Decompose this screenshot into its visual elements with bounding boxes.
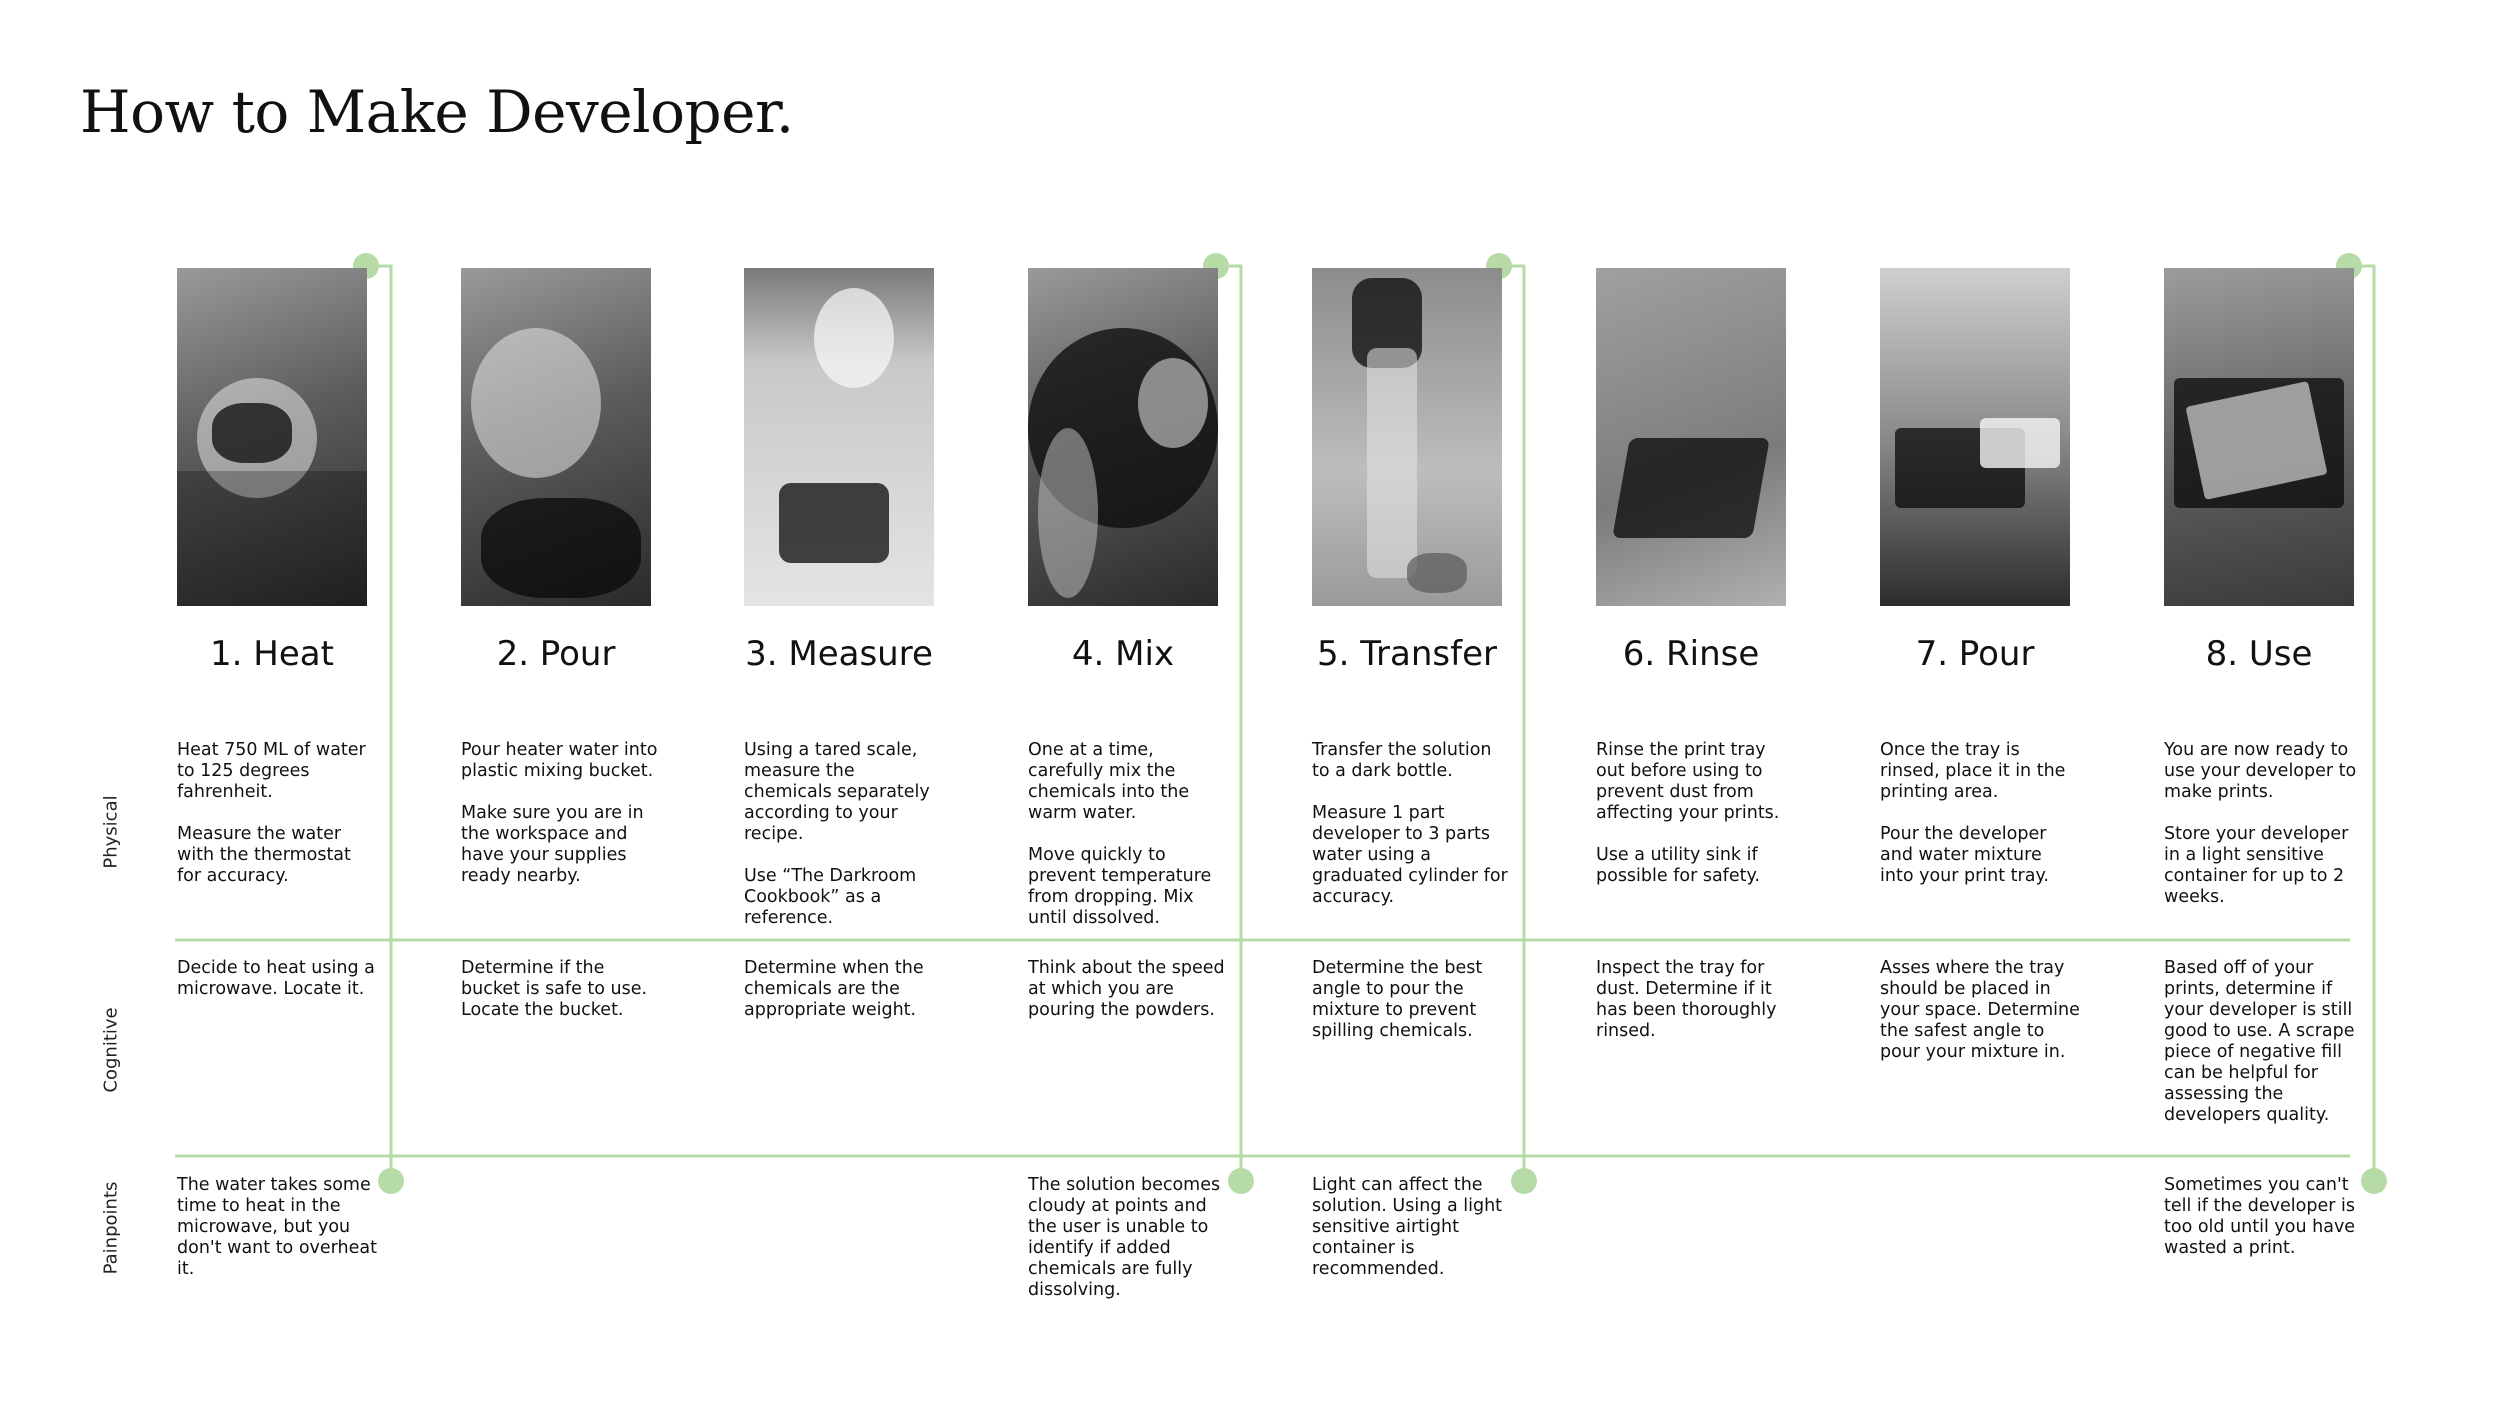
step-photo-pour	[461, 268, 651, 606]
step-photo-mix	[1028, 268, 1218, 606]
physical-cell: Once the tray is rinsed, place it in the printing area. Pour the developer and water mixture into your print tray.	[1880, 740, 2066, 886]
painpoint-cell: The solution becomes cloudy at points and the user is unable to identify if added chemicals are fully dissolving.	[1028, 1175, 1221, 1300]
step-photo-use	[2164, 268, 2354, 606]
step-title: 7. Pour	[1915, 634, 2035, 674]
physical-cell: You are now ready to use your developer to make prints. Store your developer in a light sensitive container for up to 2 weeks.	[2164, 740, 2357, 907]
connector-step-1	[366, 266, 391, 1181]
physical-cell: Heat 750 ML of water to 125 degrees fahrenheit. Measure the water with the thermostat for accuracy.	[177, 740, 366, 886]
row-label-painpoints: Painpoints	[100, 1181, 122, 1275]
cognitive-cell: Inspect the tray for dust. Determine if it has been thoroughly rinsed.	[1596, 958, 1777, 1041]
cognitive-cell: Determine the best angle to pour the mixture to prevent spilling chemicals.	[1312, 958, 1483, 1041]
physical-cell: Pour heater water into plastic mixing bucket. Make sure you are in the workspace and have your supplies ready nearby.	[461, 740, 658, 886]
row-label-cognitive: Cognitive	[100, 1007, 122, 1093]
step-title: 8. Use	[2205, 634, 2313, 674]
step-photo-pour-tray	[1880, 268, 2070, 606]
cognitive-cell: Determine if the bucket is safe to use. Locate the bucket.	[461, 958, 648, 1020]
page-title: How to Make Developer.	[80, 78, 794, 146]
connector-step-5	[1499, 266, 1524, 1181]
cognitive-cell: Think about the speed at which you are pouring the powders.	[1028, 958, 1225, 1020]
step-photo-transfer	[1312, 268, 1502, 606]
painpoint-cell: Sometimes you can't tell if the developer is too old until you have wasted a print.	[2164, 1175, 2356, 1258]
step-title: 4. Mix	[1071, 634, 1175, 674]
node-dot	[1228, 1168, 1254, 1194]
cognitive-cell: Asses where the tray should be placed in your space. Determine the safest angle to pour your mixture in.	[1880, 958, 2080, 1062]
cognitive-cell: Decide to heat using a microwave. Locate it.	[177, 958, 375, 999]
step-title: 6. Rinse	[1622, 634, 1760, 674]
row-label-physical: Physical	[100, 795, 122, 869]
painpoint-cell: The water takes some time to heat in the microwave, but you don't want to overheat it.	[177, 1175, 377, 1279]
step-title: 2. Pour	[496, 634, 616, 674]
step-photo-rinse	[1596, 268, 1786, 606]
connector-step-4	[1216, 266, 1241, 1181]
physical-cell: Transfer the solution to a dark bottle. Measure 1 part developer to 3 parts water using a graduated cylinder for accuracy.	[1312, 740, 1508, 907]
node-dot	[1511, 1168, 1537, 1194]
physical-cell: Rinse the print tray out before using to prevent dust from affecting your prints. Use a utility sink if possible for safety.	[1596, 740, 1780, 886]
physical-cell: Using a tared scale, measure the chemicals separately according to your recipe. Use “The Darkroom Cookbook” as a reference.	[744, 740, 930, 928]
step-photo-measure	[744, 268, 934, 606]
step-title: 5. Transfer	[1317, 634, 1497, 674]
cognitive-cell: Based off of your prints, determine if your developer is still good to use. A scrape piece of negative fill can be helpful for assessing the developers quality.	[2164, 958, 2355, 1125]
physical-cell: One at a time, carefully mix the chemicals into the warm water. Move quickly to prevent temperature from dropping. Mix until dissolved.	[1028, 740, 1212, 928]
step-title: 3. Measure	[745, 634, 933, 674]
cognitive-cell: Determine when the chemicals are the appropriate weight.	[744, 958, 924, 1020]
step-photo-heat	[177, 268, 367, 606]
node-dot	[2361, 1168, 2387, 1194]
node-dot	[378, 1168, 404, 1194]
step-title: 1. Heat	[210, 634, 334, 674]
painpoint-cell: Light can affect the solution. Using a light sensitive airtight container is recommended.	[1312, 1175, 1503, 1279]
